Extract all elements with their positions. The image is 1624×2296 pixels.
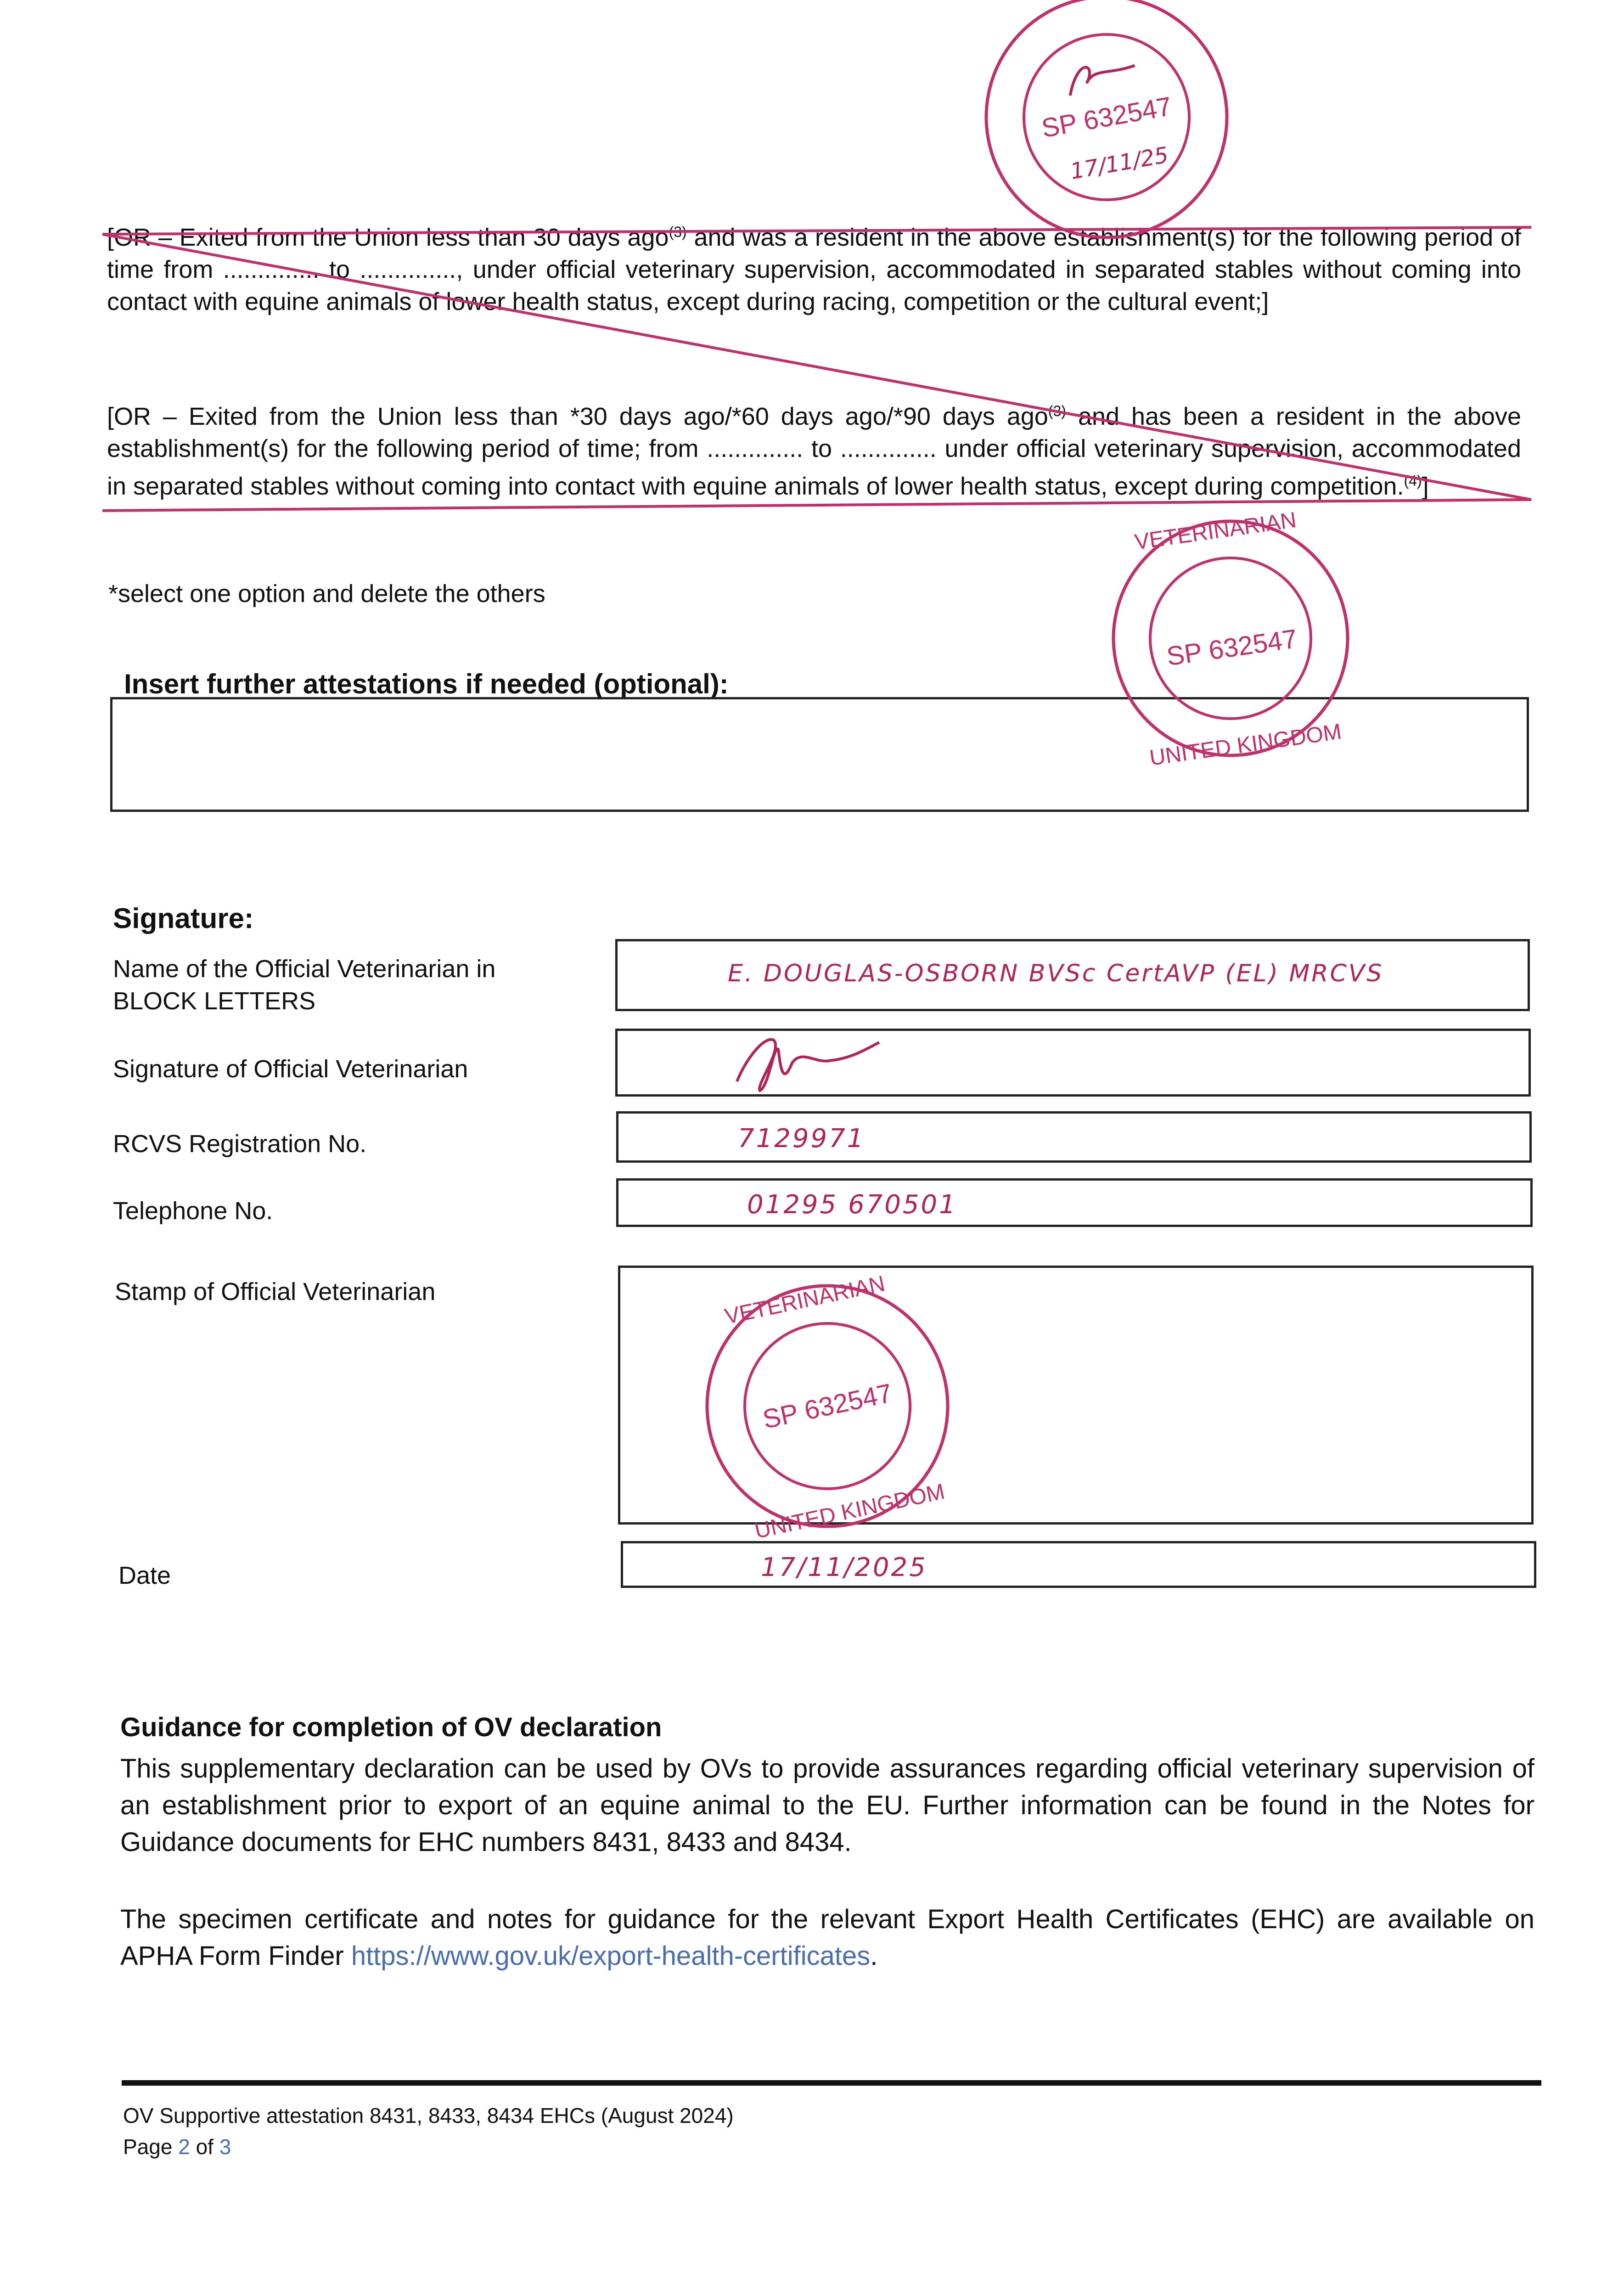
svg-text:SP 632547: SP 632547 — [760, 1378, 895, 1435]
page-number: Page 2 of 3 — [123, 2135, 231, 2159]
handwritten-signature — [728, 1031, 1003, 1095]
name-field[interactable]: E. DOUGLAS-OSBORN BVSc CertAVP (EL) MRCVS — [615, 939, 1530, 1011]
export-health-certificates-link[interactable]: https://www.gov.uk/export-health-certificates — [351, 1941, 871, 1971]
svg-text:SP 632547: SP 632547 — [1164, 624, 1299, 672]
signature-heading: Signature: — [113, 903, 254, 934]
stamp-label: Stamp of Official Veterinarian — [115, 1278, 436, 1306]
footer-title: OV Supportive attestation 8431, 8433, 8434 EHCs (August 2024) — [123, 2104, 734, 2127]
select-note: *select one option and delete the others — [108, 580, 545, 608]
signature-field[interactable] — [615, 1029, 1531, 1097]
date-field[interactable]: 17/11/2025 — [621, 1541, 1536, 1588]
svg-text:SP 632547: SP 632547 — [1039, 91, 1174, 144]
telephone-field[interactable]: 01295 670501 — [616, 1178, 1533, 1227]
svg-text:VETERINARIAN: VETERINARIAN — [1133, 507, 1298, 555]
further-attestations-heading: Insert further attestations if needed (optional): — [124, 669, 729, 699]
svg-text:17/11/25: 17/11/25 — [1068, 142, 1170, 185]
svg-text:UNITED KINGDOM: UNITED KINGDOM — [753, 1479, 947, 1544]
rcvs-field[interactable]: 7129971 — [616, 1111, 1532, 1163]
guidance-paragraph-1: This supplementary declaration can be used by OVs to provide assurances regarding official veterinary supervision of an establishment prior to export of an equine animal to the EU. Further information can be found in the Notes for Guidance documents for EHC numbers 8431, 8433 and 8434. — [120, 1754, 1534, 1857]
signature-label: Signature of Official Veterinarian — [113, 1055, 468, 1083]
further-attestations-field[interactable] — [110, 697, 1529, 812]
stamp-field[interactable] — [618, 1266, 1534, 1525]
strikethrough-option-30-60-90-days: [OR – Exited from the Union less than *30 days ago/*60 days ago/*90 days ago$^{(3)}$ and has been a resident in the above establishment(s) for the following period of time; from .............. to .............. under official veterinary supervision, accommodated in separated stables without coming into contact with equine animals of lower health status, except during competition.$^{(4)}$] — [107, 403, 1521, 500]
telephone-label: Telephone No. — [113, 1197, 273, 1225]
svg-text:UNITED KINGDOM: UNITED KINGDOM — [1148, 719, 1343, 771]
name-label: Name of the Official Veterinarian in BLOCK LETTERS — [113, 955, 496, 1015]
strikethrough-option-30-days: [OR – Exited from the Union less than 30 days ago$^{(3)}$ and was a resident in the above establishment(s) for the following period of time from .............. to .............., under official veterinary supervision, accommodated in separated stables without coming into contact with equine animals of lower health status, except during racing, competition or the cultural event;] — [107, 224, 1521, 315]
rcvs-label: RCVS Registration No. — [113, 1130, 367, 1158]
footer-rule — [122, 2080, 1541, 2086]
guidance-heading: Guidance for completion of OV declaration — [120, 1712, 662, 1742]
svg-text:VETERINARIAN: VETERINARIAN — [723, 1271, 888, 1329]
guidance-paragraph-2: The specimen certificate and notes for guidance for the relevant Export Health Certificates (EHC) are available on APHA Form Finder https://www.gov.uk/export-health-certificates. — [120, 1904, 1534, 1971]
date-label: Date — [118, 1562, 171, 1589]
